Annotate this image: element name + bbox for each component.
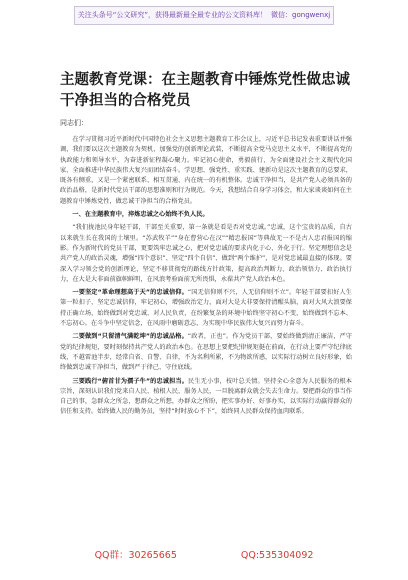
contact-footer bbox=[0, 547, 408, 561]
document-title: 主题教育党课：在主题教育中锤炼党性做忠诚干净担当的合格党员 bbox=[60, 72, 350, 109]
promo-banner-text: 关注头条号“公文研究”，获得最新最全最专业的公文资料库！ bbox=[77, 11, 268, 19]
salutation: 同志们： bbox=[60, 119, 88, 127]
point-three-lead: 三要践行“俯首甘为孺子牛”的忠诚担当。 bbox=[72, 377, 189, 385]
qq-number: QQ:535304092 bbox=[240, 550, 314, 561]
paragraph-point-three bbox=[60, 377, 352, 418]
point-two-lead: 二要做到“只留清气满乾坤”的忠诚品格。 bbox=[72, 333, 188, 341]
paragraph-loyalty: “我们拢池民身年轻干部，干部至关重要，第一条就是看是否对党忠诚。”忠诚，这个宝贵的品质，自古以来就生长在我国的土壤里。“苏武牧羊”“身在曹营心在汉”“精忠报国”等典故无一不是古人忠君报国的缩影。作为新时代的党员干部，更要筑牢忠诚之心，把对党忠诚的要求内化于心、外化于行。坚定理想信念是共产党人的政治灵魂，增强“四个意识”、坚定“四个自信”、做到“两个维护”，是对党忠诚最直接的体现。要深入学习领会党的创新理论，坚定不移贯彻党的路线方针政策，提高政治判断力、政治领悟力、政治执行力，在大是大非面前旗帜鲜明，在风浪考验面前无所畏惧，永葆共产党人政治本色。 bbox=[60, 224, 352, 283]
point-one-text: “国无信仰则不兴，人无信仰则不立”。年轻干部要扣好人生第一粒扣子，坚定忠诚信仰，牢记初心，增强政治定力，面对大是大非要保持清醒头脑，面对大风大浪要保持正确立场，始终做到对党忠诚、对人民负责，在纷繁复杂的环境中始终坚守初心不变，始终做到不忘本、不忘初心。在斗争中坚定信念，在风雨中磨砺意志，为实现中华民族伟大复兴而努力奋斗。 bbox=[60, 289, 352, 328]
qq-group-number: QQ群：30265665 bbox=[94, 550, 177, 561]
paragraph-point-two bbox=[60, 332, 352, 373]
point-two-text: “政者，正也”。作为党员干部，要始终做到清正廉洁，严守党的纪律规矩，要时刻保持共产党人的政治本色。在思想上要把纪律规矩挺在前面，在行动上要严守纪律底线，不越雷池半步，经常自省、自警、自律，不为名利所累，不为物欲所惑，以实际行动树立良好形象，始终做到忠诚干净担当，做到严于律己、守住底线。 bbox=[60, 333, 352, 372]
document-body bbox=[60, 135, 352, 421]
paragraph-intro: 在学习贯彻习近平新时代中国特色社会主义思想主题教育工作会议上，习近平总书记发表重要讲话并强调，我们要以这次主题教育为契机，加强党的创新理论武装，不断提高全党马克思主义水平，不断提高党的执政能力和领导水平，为奋进新征程凝心聚力。牢记初心使命，勇毅前行，为全面建设社会主义现代化国家、全面推进中华民族伟大复兴而团结奋斗。学思想、强党性、重实践、建新功是这次主题教育的总要求，既各有侧重，又是一个紧密联系、相互贯通、内在统一的有机整体。忠诚干净担当，是共产党人必须具备的政治品格，是新时代党员干部的思想准则和行为规范。今天，我想结合自身学习体会，和大家谈谈如何在主题教育中锤炼党性，做忠诚干净担当的合格党员。 bbox=[60, 136, 352, 205]
point-three-text: 民生无小事，枝叶总关情。坚持全心全意为人民服务的根本宗旨，深刻认识我们党来自人民、植根人民、服务人民，一旦脱离群众就会失去生命力。要把群众的事当作自己的事，急群众之所急，想群众之所想，办群众之所盼，把实事办好、好事办实，以实际行动赢得群众的信任和支持。始终做人民的勤务员，坚持“时时放心不下”，始终同人民群众保持血肉联系。 bbox=[60, 377, 352, 416]
section-heading: 一、在主题教育中，淬炼忠诚之心始终不负人民。 bbox=[72, 211, 209, 219]
wechat-link[interactable]: 微信：gongwenxj bbox=[271, 11, 331, 19]
paragraph-point-one bbox=[60, 288, 352, 329]
promo-banner bbox=[74, 6, 334, 25]
point-one-lead: 一要坚定“革命理想高于天”的忠诚信仰。 bbox=[72, 289, 188, 297]
